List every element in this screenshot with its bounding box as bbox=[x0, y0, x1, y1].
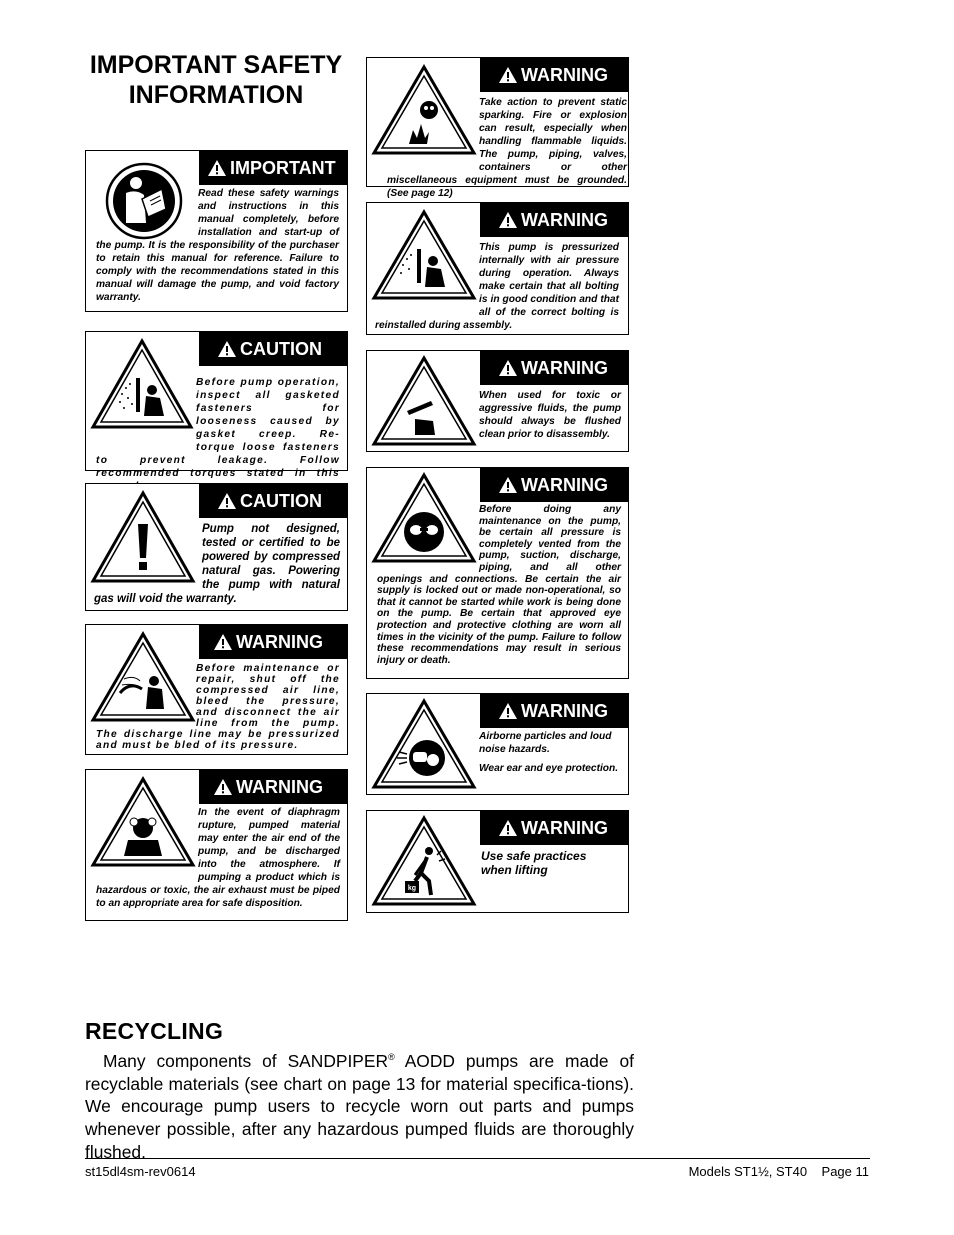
warning-banner: WARNING bbox=[480, 203, 628, 237]
footer-page-info: Models ST1½, ST40 Page 11 bbox=[688, 1164, 869, 1179]
warning-static-box bbox=[366, 57, 629, 199]
warning-triangle-icon bbox=[213, 633, 233, 651]
warning-triangle-icon bbox=[498, 819, 518, 837]
footer-rule bbox=[85, 1158, 870, 1159]
warning-vent-pressure-box bbox=[366, 467, 629, 679]
warning-triangle-icon bbox=[498, 66, 518, 84]
caution-gasket-box bbox=[85, 331, 348, 479]
warning-air-line-text: Before maintenance or repair, shut off the compressed air line, bleed the pressure, and disconnect the air line from the pump. The discharge line may be pressurized and must be bled of its pressure. bbox=[96, 663, 340, 751]
warning-triangle-icon bbox=[207, 159, 227, 177]
registered-mark: ® bbox=[388, 1052, 395, 1062]
warning-triangle-icon bbox=[498, 211, 518, 229]
lifting-hazard-icon bbox=[371, 815, 477, 907]
footer-doc-id: st15dl4sm-rev0614 bbox=[85, 1164, 196, 1179]
warning-pressurized-text: This pump is pressurized internally with air pressure during operation. Always make certain that all bolting is in good condition and that all of the correct bolting is reinstalled during assembly. bbox=[375, 242, 619, 331]
warning-triangle-icon bbox=[213, 778, 233, 796]
warning-triangle-icon bbox=[217, 340, 237, 358]
warning-banner: WARNING bbox=[199, 625, 347, 659]
warning-banner: WARNING bbox=[480, 468, 628, 502]
warning-banner: WARNING bbox=[480, 694, 628, 728]
warning-banner: WARNING bbox=[480, 58, 628, 92]
caution-natural-gas-text: Pump not designed, tested or certified to be powered by compressed natural gas. Powering the pump with natural gas will void the warranty. bbox=[94, 523, 340, 605]
warning-pressurized-box bbox=[366, 202, 629, 335]
warning-air-line-box bbox=[85, 624, 348, 755]
warning-triangle-icon bbox=[498, 359, 518, 377]
warning-noise-text-2: Wear ear and eye protection. bbox=[479, 763, 619, 774]
warning-toxic-box bbox=[366, 350, 629, 452]
warning-vent-pressure-text: Before doing any maintenance on the pump, be certain all pressure is completely vented from the pump, suction, discharge, piping, and all other openings and connections. Be certain the air supply is locked out or made non-operational, so that it cannot be started while work is being done on the pump. Be certain that approved eye protection and protective clothing are worn all times in the vicinity of the pump. Failure to follow these recommendations may result in serious injury or death. bbox=[377, 504, 621, 666]
caution-natural-gas-box bbox=[85, 483, 348, 611]
warning-toxic-text: When used for toxic or aggressive fluids, the pump should always be flushed clean prior to disassembly. bbox=[479, 390, 621, 440]
ear-eye-protection-icon bbox=[371, 698, 477, 790]
warning-triangle-icon bbox=[217, 492, 237, 510]
warning-triangle-icon bbox=[498, 476, 518, 494]
corrosive-hazard-icon bbox=[371, 355, 477, 447]
page-title: IMPORTANT SAFETY INFORMATION bbox=[89, 51, 343, 109]
warning-lifting-text: Use safe practices when lifting bbox=[481, 849, 587, 877]
kg-label: kg bbox=[407, 885, 417, 892]
warning-diaphragm-text: In the event of diaphragm rupture, pumped material may enter the air end of the pump, and be discharged into the atmosphere. If pumping a product which is hazardous or toxic, the air exhaust must be piped to an appropriate area for safe disposition. bbox=[96, 807, 340, 909]
important-read-manual-box bbox=[85, 150, 348, 312]
caution-banner: CAUTION bbox=[199, 332, 347, 366]
warning-triangle-icon bbox=[498, 702, 518, 720]
important-banner: IMPORTANT bbox=[199, 151, 347, 185]
warning-banner: WARNING bbox=[480, 811, 628, 845]
warning-lifting-box bbox=[366, 810, 629, 913]
warning-static-text: Take action to prevent static sparking. Fire or explosion can result, especially when handling flammable liquids. The pump, piping, valves, containers or other miscellaneous equipment must be grounded. (See page 12) bbox=[387, 97, 627, 199]
warning-banner: WARNING bbox=[199, 770, 347, 804]
warning-banner: WARNING bbox=[480, 351, 628, 385]
warning-diaphragm-box bbox=[85, 769, 348, 921]
warning-noise-text: Airborne particles and loud noise hazards. Wear ear and eye protection. bbox=[479, 730, 621, 775]
caution-banner: CAUTION bbox=[199, 484, 347, 518]
caution-gasket-text: Before pump operation, inspect all gasketed fasteners for looseness caused by gasket creep. Re-torque loose fasteners to prevent leakage. Follow recommended torques stated in this bbox=[96, 377, 340, 479]
warning-noise-box bbox=[366, 693, 629, 795]
recycling-heading: RECYCLING bbox=[85, 1018, 224, 1044]
recycling-paragraph: Many components of SANDPIPER® AODD pumps are made of recyclable materials (see chart on page 13 for material specifica-tions). We encourage pump users to recycle worn out parts and pumps whenever possible, after any hazardous pumped fluids are thoroughly flushed. bbox=[85, 1050, 634, 1162]
important-text: Read these safety warnings and instructions in this manual completely, before installation and start-up of the pump. It is the responsibility of the purchaser to retain this manual for reference. Failure to comply with the recommendations stated in this manual will damage the pump, and void factory warranty. bbox=[96, 188, 339, 303]
